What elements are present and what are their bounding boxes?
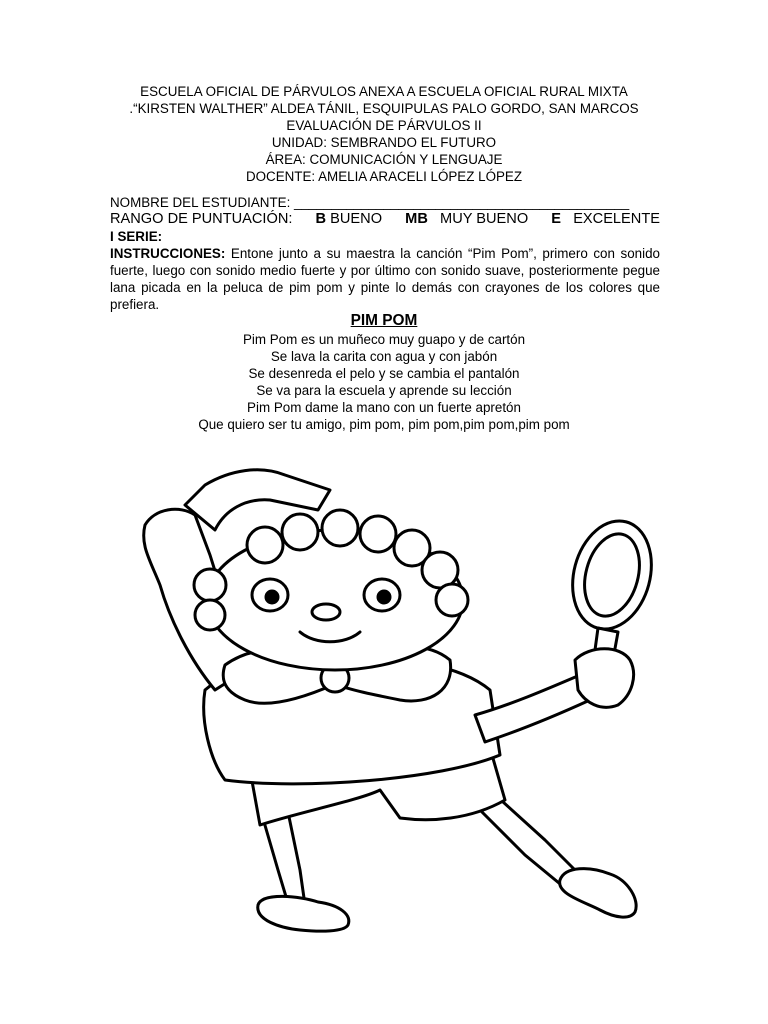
song-title: PIM POM	[350, 312, 418, 329]
song-section	[0, 311, 768, 433]
instructions-text: Entone junto a su maestra la canción “Pim Pom”, primero con sonido fuerte, luego con sonido medio fuerte y por último con sonido suave, posteriormente pegue lana picada en la peluca de pim pom y pinte lo demás con crayones de los colores que prefiera.	[110, 246, 660, 312]
score-b-code: B	[315, 211, 327, 227]
score-mb	[405, 211, 528, 228]
header-evaluation: EVALUACIÓN DE PÁRVULOS II	[286, 118, 482, 133]
school-header	[0, 83, 768, 185]
student-info	[110, 194, 660, 313]
instructions	[110, 245, 660, 313]
right-shoe	[560, 869, 637, 917]
score-mb-text: MUY BUENO	[440, 211, 529, 227]
score-e-code: E	[551, 211, 562, 227]
song-line: Que quiero ser tu amigo, pim pom, pim pom,pim pom,pim pom	[198, 417, 570, 432]
header-teacher: DOCENTE: AMELIA ARACELI LÓPEZ LÓPEZ	[245, 169, 523, 184]
score-e	[551, 211, 660, 228]
student-name-label: NOMBRE DEL ESTUDIANTE:	[110, 195, 295, 210]
score-b-text: BUENO	[330, 211, 383, 227]
score-range-label: RANGO DE PUNTUACIÓN:	[110, 211, 293, 227]
hand	[575, 649, 634, 708]
score-mb-code: MB	[405, 211, 428, 227]
header-school-location: .“KIRSTEN WALTHER” ALDEA TÁNIL, ESQUIPULAS PALO GORDO, SAN MARCOS	[129, 101, 639, 116]
song-line: Pim Pom es un muñeco muy guapo y de cartón	[242, 332, 526, 347]
mirror-arm	[475, 675, 590, 742]
left-shoe	[258, 896, 349, 931]
song-line: Se va para la escuela y aprende su lección	[256, 383, 512, 398]
song-line: Pim Pom dame la mano con un fuerte apretón	[247, 400, 521, 415]
score-e-text: EXCELENTE	[573, 211, 660, 227]
pim-pom-coloring-illustration	[110, 455, 680, 935]
song-line: Se desenreda el pelo y se cambia el pantalón	[248, 366, 520, 381]
serie-heading: I SERIE:	[110, 229, 163, 244]
instructions-label: INSTRUCCIONES:	[110, 246, 226, 261]
song-line: Se lava la carita con agua y con jabón	[270, 349, 498, 364]
header-unit: UNIDAD: SEMBRANDO EL FUTURO	[271, 135, 497, 150]
score-range-row	[110, 211, 660, 228]
student-name-blank[interactable]: _____________________________________________	[294, 195, 630, 210]
header-school-name: ESCUELA OFICIAL DE PÁRVULOS ANEXA A ESCUELA OFICIAL RURAL MIXTA	[140, 84, 628, 99]
student-name-row	[110, 194, 660, 211]
nose	[312, 604, 340, 620]
header-area: ÁREA: COMUNICACIÓN Y LENGUAJE	[265, 152, 503, 167]
score-b	[316, 211, 383, 228]
